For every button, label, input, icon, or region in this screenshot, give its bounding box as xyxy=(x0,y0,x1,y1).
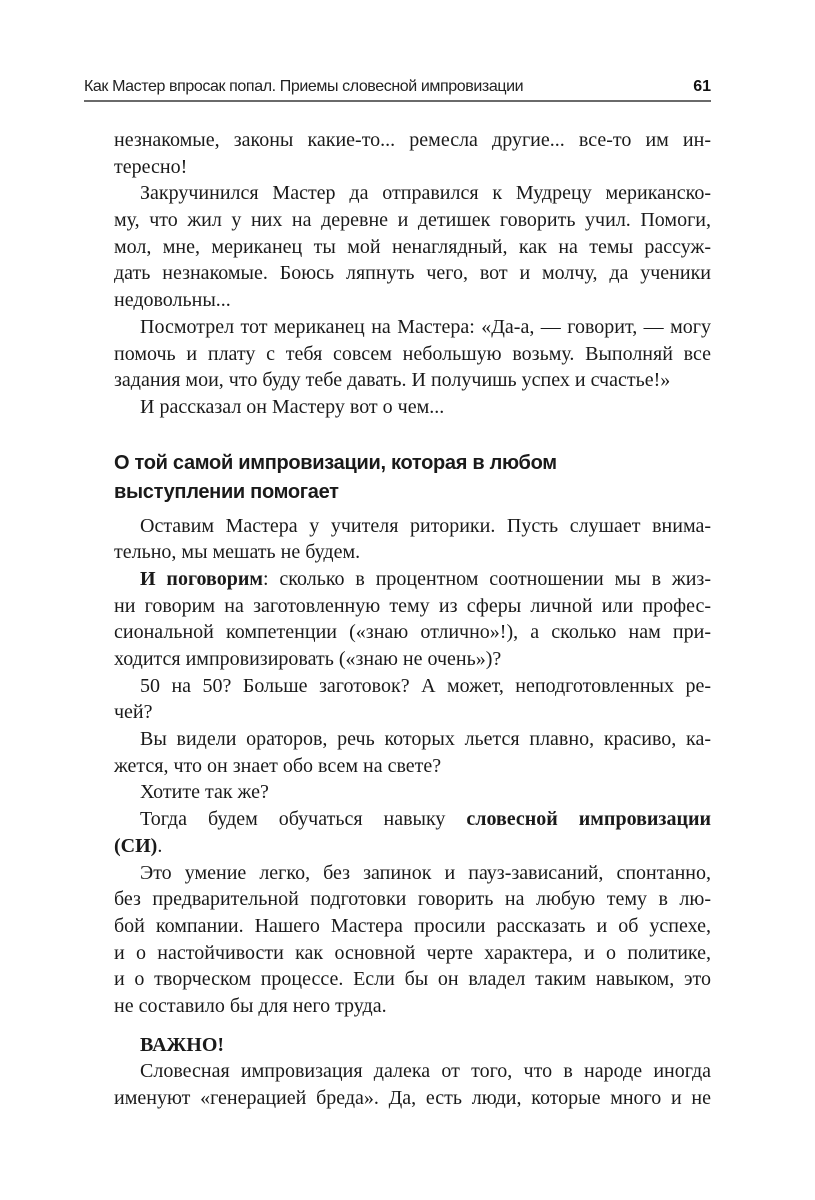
text-segment: . xyxy=(157,834,163,857)
paragraph xyxy=(114,394,711,421)
text-segment: не составило бы для него труда. xyxy=(114,994,387,1017)
paragraph xyxy=(114,806,711,859)
text-line xyxy=(114,207,711,234)
text-line xyxy=(114,913,711,940)
text-segment: выступлении помогает xyxy=(114,480,339,503)
text-segment: чей? xyxy=(114,701,153,724)
text-segment: именуют «генерацией бреда». Да, есть люди, которые много и не xyxy=(114,1087,711,1109)
text-line xyxy=(114,886,711,913)
text-line xyxy=(114,779,711,806)
text-line xyxy=(114,993,711,1020)
text-segment: мол, мне, мериканец ты мой ненаглядный, как на темы рассуж- xyxy=(114,235,711,258)
paragraph xyxy=(114,1058,711,1111)
text-segment: бой компании. Нашего Мастера просили рассказать и об успехе, xyxy=(114,914,711,937)
bold-text: (СИ) xyxy=(114,834,158,857)
text-line xyxy=(114,593,711,620)
page-number: 61 xyxy=(693,78,711,95)
paragraph xyxy=(114,180,711,313)
text-segment: и о настойчивости как основной черте характера, и о политике, xyxy=(114,941,711,964)
text-line xyxy=(114,154,711,181)
text-segment: И рассказал он Мастеру вот о чем... xyxy=(140,395,445,418)
text-segment: ни говорим на заготовленную тему из сферы личной или профес- xyxy=(114,594,711,617)
text-segment: Посмотрел тот мериканец на Мастера: «Да-а, — говорит, — могу xyxy=(140,315,711,338)
text-segment: Закручинился Мастер да отправился к Мудрецу мериканско- xyxy=(140,182,711,205)
paragraph xyxy=(114,566,711,673)
text-segment: му, что жил у них на деревне и детишек говорить учил. Помоги, xyxy=(114,209,711,232)
text-segment: ходится импровизировать («знаю не очень»)? xyxy=(114,648,502,670)
text-segment: тересно! xyxy=(114,155,188,178)
text-segment: Тогда будем обучаться навыку xyxy=(140,808,467,831)
text-line xyxy=(114,539,711,566)
text-line xyxy=(114,1085,711,1112)
text-line xyxy=(114,449,711,478)
text-segment: Словесная импровизация далека от того, что в народе иногда xyxy=(140,1060,711,1083)
note-label xyxy=(114,1032,711,1059)
text-line xyxy=(114,260,711,287)
running-title: Как Мастер впросак попал. Приемы словесной импровизации xyxy=(84,78,524,95)
text-segment: Это умение легко, без запинок и пауз-зависаний, спонтанно, xyxy=(140,861,711,884)
paragraph xyxy=(114,673,711,726)
text-segment: Вы видели ораторов, речь которых льется плавно, красиво, ка- xyxy=(140,728,711,751)
text-segment: 50 на 50? Больше заготовок? А может, неподготовленных ре- xyxy=(140,674,711,697)
page-body xyxy=(114,127,711,1112)
text-segment: незнакомые, законы какие-то... ремесла другие... все-то им ин- xyxy=(114,129,711,151)
text-line xyxy=(114,753,711,780)
paragraph xyxy=(114,314,711,394)
section-heading xyxy=(114,449,711,507)
text-line xyxy=(114,513,711,540)
text-line xyxy=(114,341,711,368)
text-segment: : сколько в процентном соотношении мы в жиз- xyxy=(262,567,711,590)
paragraph xyxy=(114,127,711,180)
text-line xyxy=(114,1032,711,1059)
text-segment: тельно, мы мешать не будем. xyxy=(114,541,361,564)
running-header xyxy=(84,76,711,102)
text-line xyxy=(114,940,711,967)
text-line xyxy=(114,394,711,421)
text-segment: жется, что он знает обо всем на свете? xyxy=(114,754,442,777)
text-line xyxy=(114,806,711,833)
text-segment: и о творческом процессе. Если бы он владел таким навыком, это xyxy=(114,968,711,991)
paragraph xyxy=(114,860,711,1020)
paragraph xyxy=(114,779,711,806)
text-segment: без предварительной подготовки говорить на любую тему в лю- xyxy=(114,888,711,911)
text-line xyxy=(114,833,711,860)
text-segment: недовольны... xyxy=(114,289,231,312)
text-segment: задания мои, что буду тебе давать. И получишь успех и счастье!» xyxy=(114,369,671,392)
text-line xyxy=(114,1058,711,1085)
text-line xyxy=(114,699,711,726)
text-line xyxy=(114,566,711,593)
text-segment: сиональной компетенции («знаю отлично»!), а сколько нам при- xyxy=(114,621,711,644)
bold-text: И поговорим xyxy=(140,567,263,590)
text-segment: О той самой импровизации, которая в любом xyxy=(114,451,557,474)
text-line xyxy=(114,180,711,207)
text-line xyxy=(114,234,711,261)
text-line xyxy=(114,127,711,154)
bold-text: словесной импровизации xyxy=(466,808,712,831)
paragraph xyxy=(114,513,711,566)
text-line xyxy=(114,726,711,753)
text-segment: Хотите так же? xyxy=(140,781,269,804)
text-line xyxy=(114,619,711,646)
text-line xyxy=(114,673,711,700)
text-line xyxy=(114,367,711,394)
text-line xyxy=(114,646,711,673)
text-segment: Оставим Мастера у учителя риторики. Пусть слушает внима- xyxy=(140,514,711,537)
text-line xyxy=(114,966,711,993)
bold-text: ВАЖНО! xyxy=(140,1033,225,1056)
text-segment: помочь и плату с тебя совсем небольшую возьму. Выполняй все xyxy=(114,342,711,365)
text-line xyxy=(114,860,711,887)
paragraph xyxy=(114,726,711,779)
text-line xyxy=(114,314,711,341)
text-line xyxy=(114,287,711,314)
text-segment: дать незнакомые. Боюсь ляпнуть чего, вот и молчу, да ученики xyxy=(114,262,711,285)
text-line xyxy=(114,478,711,507)
